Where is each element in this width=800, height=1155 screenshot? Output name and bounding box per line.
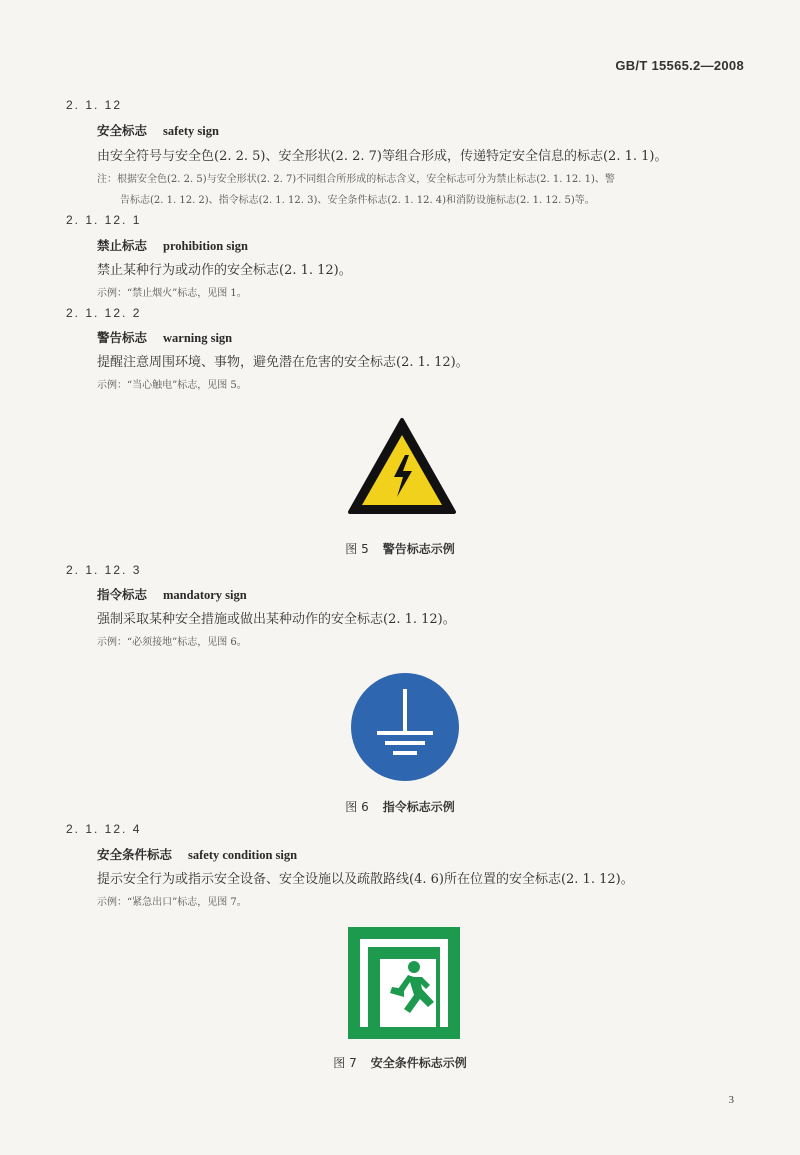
example-text: 示例：“禁止烟火”标志，见图 1。 [97,288,247,299]
note-line: 注：根据安全色(2. 2. 5)与安全形状(2. 2. 7)不同组合所形成的标志含义，安全标志可分为禁止标志(2. 1. 12. 1)、警 [97,174,615,185]
term-heading [97,328,232,346]
term-definition: 由安全符号与安全色(2. 2. 5)、安全形状(2. 2. 7)等组合形成，传递特定安全信息的标志(2. 1. 1)。 [97,149,668,164]
example-text: 示例：“当心触电”标志，见图 5。 [97,380,247,391]
figure-caption [0,1054,800,1071]
term-definition: 提示安全行为或指示安全设备、安全设施以及疏散路线(4. 6)所在位置的安全标志(2. 1. 12)。 [97,872,634,887]
clause-number: 2. 1. 12 [66,98,123,112]
term-chinese: 指令标志 [97,587,148,602]
figure-caption-text: 警告标志示例 [382,542,455,556]
clause-number: 2. 1. 12. 3 [66,563,142,577]
note-line: 告标志(2. 1. 12. 2)、指令标志(2. 1. 12. 3)、安全条件标志(2. 1. 12. 4)和消防设施标志(2. 1. 12. 5)等。 [120,195,595,206]
term-english: safety condition sign [188,848,298,862]
figure-number: 图 6 [345,800,369,814]
term-chinese: 安全标志 [97,123,148,138]
page-number: 3 [728,1094,734,1106]
term-heading [97,845,297,863]
figure-number: 图 7 [333,1056,357,1070]
clause-number: 2. 1. 12. 4 [66,822,142,836]
term-english: mandatory sign [163,588,247,602]
figure-caption-text: 安全条件标志示例 [370,1056,467,1070]
figure-caption [0,540,800,557]
term-definition: 提醒注意周围环境、事物，避免潜在危害的安全标志(2. 1. 12)。 [97,355,469,370]
figure-caption [0,798,800,815]
figure-number: 图 5 [345,542,369,556]
term-english: warning sign [163,331,233,345]
example-text: 示例：“紧急出口”标志，见图 7。 [97,897,247,908]
term-chinese: 禁止标志 [97,238,148,253]
term-chinese: 警告标志 [97,330,148,345]
earth-ground-mandatory-icon [348,671,462,783]
term-english: safety sign [163,124,219,138]
clause-number: 2. 1. 12. 1 [66,213,142,227]
term-heading [97,121,219,139]
term-chinese: 安全条件标志 [97,847,173,862]
term-english: prohibition sign [163,239,248,253]
term-heading [97,585,247,603]
electric-shock-warning-icon [347,417,457,515]
term-definition: 禁止某种行为或动作的安全标志(2. 1. 12)。 [97,263,352,278]
standard-code: GB/T 15565.2—2008 [615,58,744,73]
term-definition: 强制采取某种安全措施或做出某种动作的安全标志(2. 1. 12)。 [97,612,456,627]
term-heading [97,236,248,254]
example-text: 示例：“必须接地”标志，见图 6。 [97,637,247,648]
emergency-exit-icon [348,927,460,1039]
clause-number: 2. 1. 12. 2 [66,306,142,320]
figure-caption-text: 指令标志示例 [382,800,455,814]
